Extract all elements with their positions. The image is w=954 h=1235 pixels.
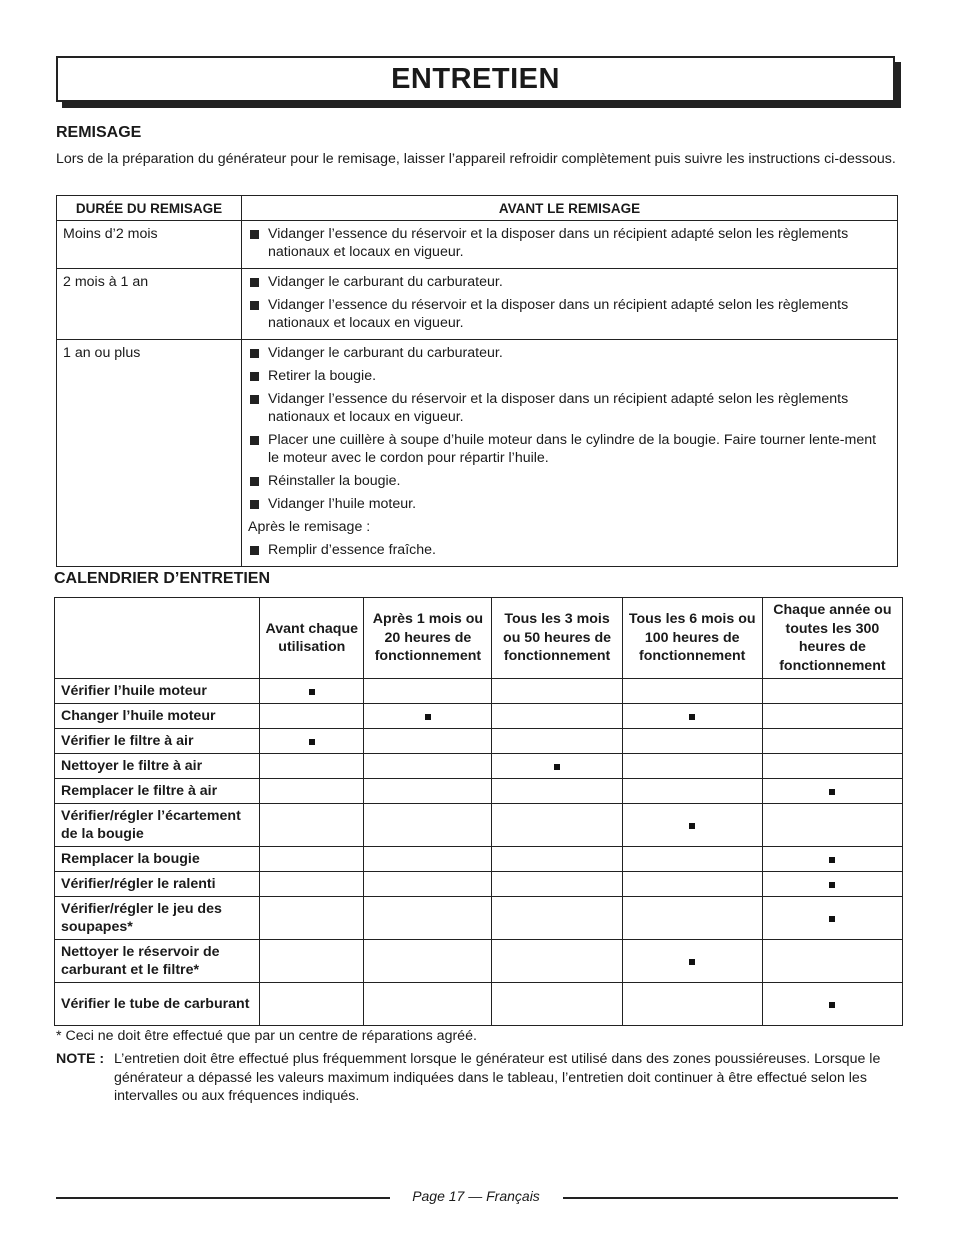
- schedule-cell: [762, 804, 902, 847]
- schedule-table: [54, 597, 903, 1026]
- schedule-cell: [364, 940, 492, 983]
- after-storage-label: Après le remisage :: [248, 519, 371, 535]
- storage-instruction-item: Vidanger le carburant du carburateur.: [248, 344, 891, 362]
- schedule-cell: [492, 847, 622, 872]
- schedule-cell: [492, 940, 622, 983]
- schedule-row: [55, 897, 903, 940]
- schedule-cell: [260, 704, 364, 729]
- schedule-cell: [492, 779, 622, 804]
- schedule-row: [55, 872, 903, 897]
- schedule-cell: [364, 679, 492, 704]
- storage-duration: 2 mois à 1 an: [57, 269, 242, 340]
- storage-instruction-item: Vidanger l’essence du réservoir et la disposer dans un récipient adapté selon les règlements nationaux et locaux en vigueur.: [248, 225, 891, 261]
- schedule-cell: [260, 940, 364, 983]
- schedule-row: [55, 779, 903, 804]
- checkmark-square-icon: [425, 714, 431, 720]
- schedule-cell: [762, 897, 902, 940]
- schedule-cell: [492, 729, 622, 754]
- note-label: NOTE :: [56, 1051, 105, 1067]
- checkmark-square-icon: [829, 789, 835, 795]
- footnote: * Ceci ne doit être effectué que par un centre de réparations agréé.: [56, 1028, 477, 1044]
- schedule-cell: [622, 804, 762, 847]
- schedule-row: [55, 804, 903, 847]
- schedule-task: Vérifier/régler l’écartement de la bougie: [55, 804, 260, 847]
- schedule-cell: [622, 940, 762, 983]
- schedule-column-header: Chaque année ou toutes les 300 heures de fonctionnement: [762, 598, 902, 679]
- schedule-cell: [260, 847, 364, 872]
- schedule-task: Vérifier/régler le ralenti: [55, 872, 260, 897]
- schedule-cell: [762, 983, 902, 1026]
- schedule-row: [55, 704, 903, 729]
- schedule-cell: [364, 983, 492, 1026]
- schedule-heading: CALENDRIER D’ENTRETIEN: [54, 570, 271, 587]
- schedule-cell: [260, 897, 364, 940]
- schedule-cell: [622, 704, 762, 729]
- storage-instruction-item: Vidanger l’essence du réservoir et la disposer dans un récipient adapté selon les règlements nationaux et locaux en vigueur.: [248, 390, 891, 426]
- checkmark-square-icon: [689, 823, 695, 829]
- schedule-cell: [622, 754, 762, 779]
- checkmark-square-icon: [309, 739, 315, 745]
- schedule-cell: [762, 754, 902, 779]
- schedule-cell: [762, 679, 902, 704]
- schedule-column-header: [55, 598, 260, 679]
- storage-instruction-item: Réinstaller la bougie.: [248, 472, 891, 490]
- schedule-task: Nettoyer le filtre à air: [55, 754, 260, 779]
- schedule-task: Vérifier le filtre à air: [55, 729, 260, 754]
- schedule-cell: [492, 983, 622, 1026]
- schedule-cell: [762, 729, 902, 754]
- schedule-cell: [622, 983, 762, 1026]
- storage-col-before: AVANT LE REMISAGE: [242, 196, 898, 221]
- schedule-task: Vérifier le tube de carburant: [55, 983, 260, 1026]
- schedule-cell: [364, 729, 492, 754]
- schedule-cell: [622, 847, 762, 872]
- schedule-cell: [622, 872, 762, 897]
- schedule-cell: [364, 847, 492, 872]
- checkmark-square-icon: [689, 959, 695, 965]
- schedule-cell: [260, 679, 364, 704]
- schedule-cell: [622, 729, 762, 754]
- storage-instruction-item: Retirer la bougie.: [248, 367, 891, 385]
- schedule-cell: [762, 872, 902, 897]
- checkmark-square-icon: [829, 916, 835, 922]
- schedule-cell: [762, 779, 902, 804]
- storage-col-duration: DURÉE DU REMISAGE: [57, 196, 242, 221]
- schedule-cell: [260, 804, 364, 847]
- after-storage-item: Remplir d’essence fraîche.: [248, 541, 891, 559]
- schedule-row: [55, 847, 903, 872]
- note: [56, 1050, 901, 1106]
- page-title-box: [56, 56, 895, 102]
- page-title: ENTRETIEN: [391, 62, 560, 95]
- storage-table: [56, 195, 898, 567]
- schedule-task: Vérifier l’huile moteur: [55, 679, 260, 704]
- schedule-cell: [260, 983, 364, 1026]
- schedule-cell: [622, 779, 762, 804]
- schedule-cell: [364, 754, 492, 779]
- schedule-cell: [492, 754, 622, 779]
- schedule-cell: [762, 704, 902, 729]
- schedule-row: [55, 940, 903, 983]
- schedule-row: [55, 679, 903, 704]
- storage-instruction-item: Placer une cuillère à soupe d’huile moteur dans le cylindre de la bougie. Faire tourner lente-ment le moteur avec le cordon pour répartir l’huile.: [248, 431, 891, 467]
- schedule-row: [55, 983, 903, 1026]
- schedule-cell: [492, 804, 622, 847]
- storage-instruction-item: Vidanger l’essence du réservoir et la disposer dans un récipient adapté selon les règlements nationaux et locaux en vigueur.: [248, 296, 891, 332]
- schedule-cell: [762, 847, 902, 872]
- schedule-cell: [622, 897, 762, 940]
- storage-instruction-item: Vidanger le carburant du carburateur.: [248, 273, 891, 291]
- page-number: Page 17 — Français: [412, 1188, 540, 1204]
- schedule-row: [55, 754, 903, 779]
- checkmark-square-icon: [689, 714, 695, 720]
- schedule-column-header: Avant chaque utilisation: [260, 598, 364, 679]
- schedule-cell: [364, 897, 492, 940]
- note-text: L’entretien doit être effectué plus fréquemment lorsque le générateur est utilisé dans des zones poussiéreuses. Lorsque le générateur a dépassé les valeurs maximum indiquées dans le tableau, l’entretien doit continuer à être effectué selon les intervalles ou aux fréquences indiqués.: [114, 1051, 881, 1104]
- storage-intro: Lors de la préparation du générateur pour le remisage, laisser l’appareil refroidir complètement puis suivre les instructions ci-dessous.: [56, 151, 896, 167]
- schedule-task: Remplacer le filtre à air: [55, 779, 260, 804]
- schedule-task: Vérifier/régler le jeu des soupapes*: [55, 897, 260, 940]
- storage-duration: 1 an ou plus: [57, 340, 242, 567]
- schedule-cell: [260, 754, 364, 779]
- schedule-cell: [492, 872, 622, 897]
- checkmark-square-icon: [554, 764, 560, 770]
- schedule-column-header: Après 1 mois ou 20 heures de fonctionnement: [364, 598, 492, 679]
- storage-row: [57, 340, 898, 567]
- storage-heading: REMISAGE: [56, 124, 142, 141]
- schedule-cell: [364, 872, 492, 897]
- storage-instruction-item: Vidanger l’huile moteur.: [248, 495, 891, 513]
- schedule-cell: [492, 679, 622, 704]
- checkmark-square-icon: [309, 689, 315, 695]
- schedule-column-header: Tous les 6 mois ou 100 heures de fonctionnement: [622, 598, 762, 679]
- checkmark-square-icon: [829, 882, 835, 888]
- schedule-row: [55, 729, 903, 754]
- footer-rule-right: [563, 1197, 898, 1199]
- checkmark-square-icon: [829, 1002, 835, 1008]
- schedule-cell: [762, 940, 902, 983]
- schedule-cell: [622, 679, 762, 704]
- schedule-task: Changer l’huile moteur: [55, 704, 260, 729]
- schedule-cell: [364, 779, 492, 804]
- schedule-cell: [492, 897, 622, 940]
- schedule-cell: [364, 804, 492, 847]
- storage-instructions: [242, 269, 898, 340]
- footer-rule-left: [56, 1197, 390, 1199]
- storage-row: [57, 221, 898, 269]
- storage-instructions: [242, 221, 898, 269]
- storage-row: [57, 269, 898, 340]
- schedule-task: Nettoyer le réservoir de carburant et le filtre*: [55, 940, 260, 983]
- schedule-cell: [260, 779, 364, 804]
- storage-duration: Moins d’2 mois: [57, 221, 242, 269]
- schedule-cell: [260, 729, 364, 754]
- schedule-task: Remplacer la bougie: [55, 847, 260, 872]
- storage-instructions: [242, 340, 898, 567]
- schedule-cell: [260, 872, 364, 897]
- schedule-cell: [364, 704, 492, 729]
- schedule-cell: [492, 704, 622, 729]
- schedule-column-header: Tous les 3 mois ou 50 heures de fonctionnement: [492, 598, 622, 679]
- checkmark-square-icon: [829, 857, 835, 863]
